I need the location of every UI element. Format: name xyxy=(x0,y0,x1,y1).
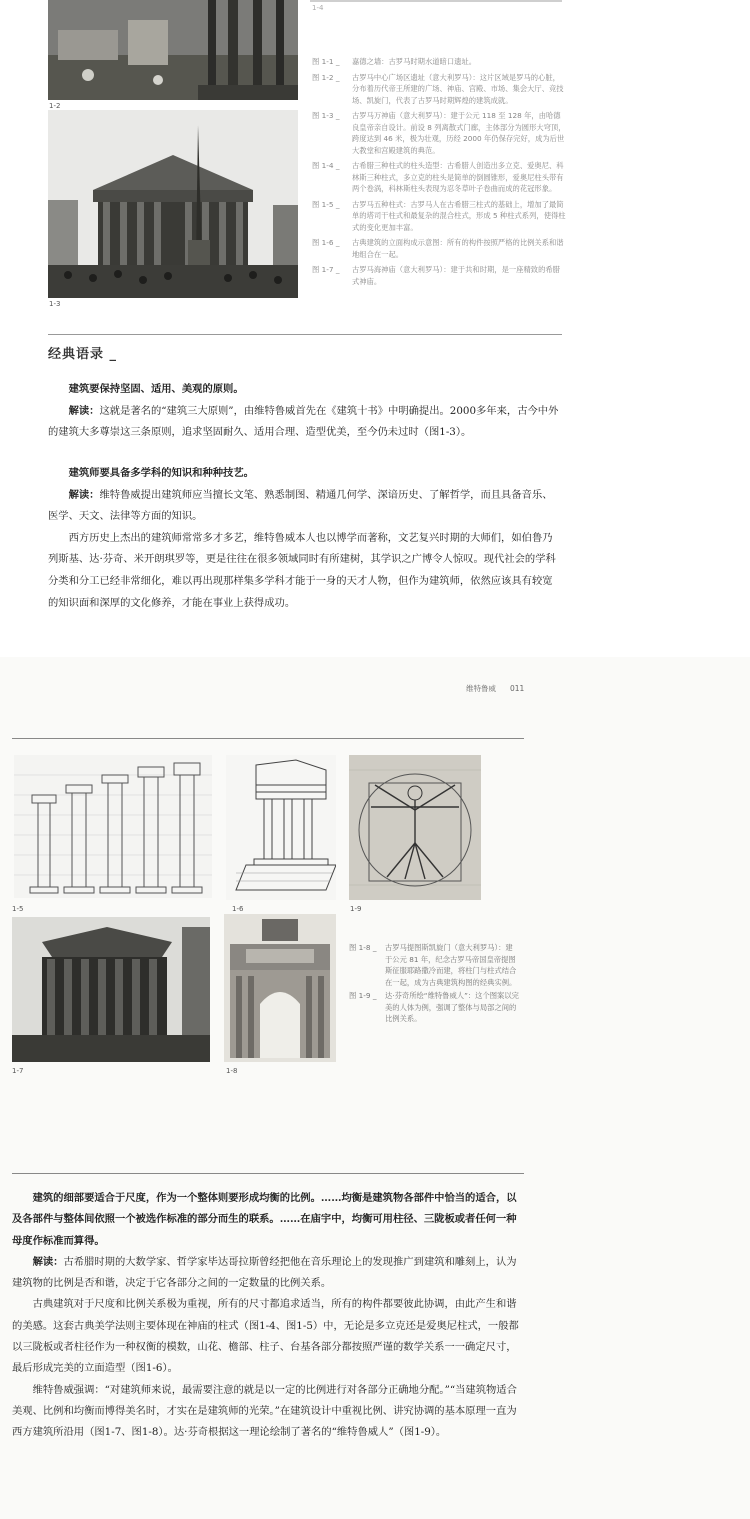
quote-1-heading: 建筑要保持坚固、适用、美观的原则。 xyxy=(68,383,244,395)
section-divider xyxy=(48,334,562,335)
five-orders-drawing xyxy=(14,755,212,898)
figure-label-1-6: 1-6 xyxy=(232,905,244,913)
facade-drawing xyxy=(226,755,336,900)
five-orders-illustration xyxy=(14,755,212,898)
quote-1-body: 解读：这就是著名的“建筑三大原则”，由维特鲁威首先在《建筑十书》中明确提出。2000多年来，古今中外的建筑大多尊崇这三条原则，追求坚固耐久、适用合理、造型优美，至今仍未过时（图1-3）。 xyxy=(48,404,559,439)
vitruvian-man-illustration xyxy=(349,755,481,900)
figure-label-1-7: 1-7 xyxy=(12,1067,24,1075)
forum-ruins-illustration xyxy=(48,0,298,100)
running-head-title: 维特鲁威 xyxy=(466,684,496,693)
figure-captions-page2 xyxy=(349,942,519,1027)
forum-ruins-photo xyxy=(48,0,298,100)
quote-3-body-3: 维特鲁威强调：“对建筑师来说，最需要注意的就是以一定的比例进行对各部分正确地分配。”“当建筑物适合美观、比例和均衡而博得美名时，才实在是建筑师的光荣。”在建筑设计中重视比例、讲究协调的基本原理一直为西方建筑所沿用（图1-7、图1-8）。达·芬奇根据这一理论绘制了著名的“维特鲁威人”（图1-9）。 xyxy=(12,1383,517,1439)
quote-3-body: 解读：古希腊时期的大数学家、哲学家毕达哥拉斯曾经把他在音乐理论上的发现推广到建筑和雕刻上，认为建筑物的比例是否和谐，决定于它各部分之间的一定数量的比例关系。 xyxy=(12,1255,517,1290)
caption-1-1: 图 1-1 _ 嘉德之墙：古罗马时期水道暗口遗址。 xyxy=(312,57,477,66)
triumphal-arch-illustration xyxy=(224,914,336,1062)
figure-captions xyxy=(312,56,566,291)
caption-1-9: 图 1-9 _ 达·芬奇所绘“维特鲁威人”：这个图案以完美的人体为例，强调了整体与局部之间的比例关系。 xyxy=(349,991,519,1023)
quote-2-body: 解读：维特鲁威提出建筑师应当擅长文笔、熟悉制图、精通几何学、深谙历史、了解哲学，而且具备音乐、医学、天文、法律等方面的知识。 xyxy=(48,488,553,523)
quote-2-heading: 建筑师要具备多学科的知识和种种技艺。 xyxy=(68,467,254,479)
caption-1-3: 图 1-3 _ 古罗马万神庙（意大利罗马）：建于公元 118 至 128 年，由哈德良皇帝亲自设计。前设 8 列离散式门廊，主体部分为圆形大穹顶，跨度达到 46 米，极为壮观，历经 2000 年仍保存完好，成为后世大教堂和宫殿建筑的典范。 xyxy=(312,111,566,155)
figure-label-1-3: 1-3 xyxy=(49,300,61,308)
figure-label-1-9: 1-9 xyxy=(350,905,362,913)
page-gap xyxy=(0,645,750,657)
quote-3-heading: 建筑的细部要适合于尺度，作为一个整体则要形成均衡的比例。……均衡是建筑物各部件中恰当的适合，以及各部件与整体间依照一个被选作标准的部分而生的联系。……在庙宇中，均衡可用柱径、三陇板或者任何一种母度作标准而算得。 xyxy=(12,1192,517,1247)
caption-1-5: 图 1-5 _ 古罗马五种柱式：古罗马人在古希腊三柱式的基础上，增加了最简单的塔司干柱式和最复杂的混合柱式，形成 5 种柱式系列，使得柱式的变化更加丰富。 xyxy=(312,199,566,232)
quote-block-2 xyxy=(48,463,562,614)
top-photo-edge xyxy=(310,0,562,2)
book-page-upper xyxy=(0,0,750,645)
temple-photo xyxy=(12,917,210,1062)
triumphal-arch-photo xyxy=(224,914,336,1062)
figure-label-1-4: 1-4 xyxy=(312,4,324,12)
quote-3-body-2: 古典建筑对于尺度和比例关系极为重视，所有的尺寸都追求适当，所有的构件都要彼此协调，由此产生和谐的美感。这套古典美学法则主要体现在神庙的柱式（图1-4、图1-5）中，无论是多立克还是爱奥尼柱式，一般都以三陇板或者柱径作为一种权衡的模数，山花、檐部、柱子、台基各部分都按照严谨的数学关系一一确定尺寸，最后形成完美的立面造型（图1-6）。 xyxy=(12,1298,519,1375)
facade-illustration xyxy=(226,755,336,900)
caption-1-8: 图 1-8 _ 古罗马提图斯凯旋门（意大利罗马）：建于公元 81 年，纪念古罗马帝国皇帝提图斯征服耶路撒冷而建，将柱门与柱式结合在一起，成为古典建筑构图的经典实例。 xyxy=(349,943,517,987)
pantheon-photo xyxy=(48,110,298,298)
caption-1-7: 图 1-7 _ 古罗马海神庙（意大利罗马）：建于共和时期，是一座精致的希腊式神庙。 xyxy=(312,265,560,286)
figure-label-1-2: 1-2 xyxy=(49,102,61,110)
figure-label-1-8: 1-8 xyxy=(226,1067,238,1075)
running-head xyxy=(466,683,538,694)
section-title: 经典语录 _ xyxy=(48,347,118,362)
text-top-divider xyxy=(12,1173,524,1174)
quote-block-3 xyxy=(12,1188,526,1444)
vitruvian-man-drawing xyxy=(349,755,481,900)
pantheon-illustration xyxy=(48,110,298,298)
page-number: 011 xyxy=(510,684,525,693)
quote-2-body-2: 西方历史上杰出的建筑师常常多才多艺，维特鲁威本人也以博学而著称，文艺复兴时期的大师们，如伯鲁乃列斯基、达·芬奇、米开朗琪罗等，更是往往在很多领域同时有所建树，其学识之广博令人惊叹。现代社会的学科分类和分工已经非常细化，难以再出现那样集多学科才能于一身的天才人物，但作为建筑师，依然应该具有较宽的知识面和深厚的文化修养，才能在事业上获得成功。 xyxy=(48,531,556,609)
caption-1-2: 图 1-2 _ 古罗马中心广场区遗址（意大利罗马）：这片区域是罗马的心脏，分布着历代帝王所建的广场、神庙、宫殿、市场、集会大厅、竞技场、凯旋门，代表了古罗马时期辉煌的建筑成就。 xyxy=(312,72,564,105)
caption-1-6: 图 1-6 _ 古典建筑的立面构成示意图：所有的构件按照严格的比例关系和谐地组合在一起。 xyxy=(312,238,564,259)
quote-block-1 xyxy=(48,379,562,444)
figure-label-1-5: 1-5 xyxy=(12,905,24,913)
temple-illustration xyxy=(12,917,210,1062)
figure-top-divider xyxy=(12,738,524,739)
caption-1-4: 图 1-4 _ 古希腊三种柱式的柱头造型：古希腊人创造出多立克、爱奥尼、科林斯三种柱式，多立克的柱头是简单的倒圆锥形，爱奥尼柱头带有两个卷涡，科林斯柱头表现为忍冬草叶子卷曲而成的花冠形象。 xyxy=(312,161,564,193)
